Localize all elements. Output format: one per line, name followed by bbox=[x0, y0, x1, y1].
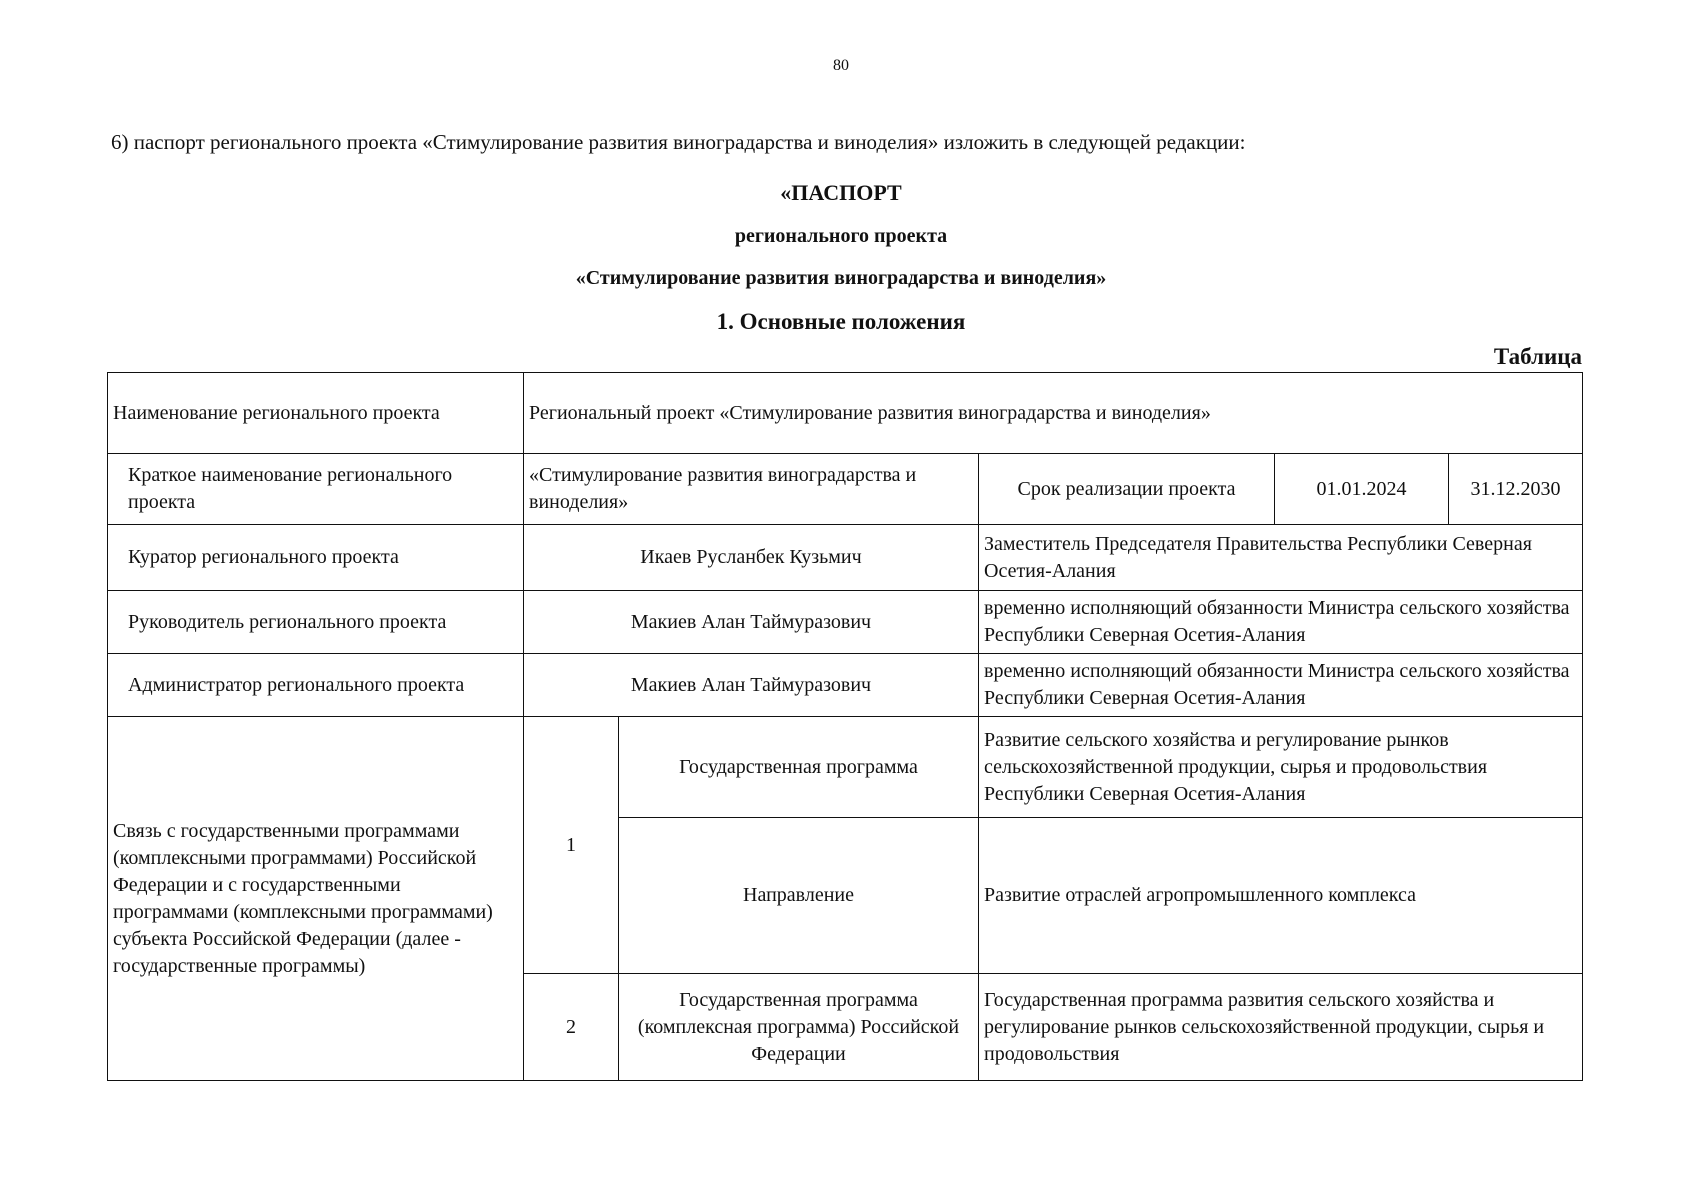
program-2-number: 2 bbox=[524, 974, 619, 1081]
table-row-program-1 bbox=[108, 717, 1583, 818]
admin-name: Макиев Алан Таймуразович bbox=[524, 654, 979, 717]
program-1-number: 1 bbox=[524, 717, 619, 974]
admin-label: Администратор регионального проекта bbox=[108, 654, 524, 717]
program-2-value: Государственная программа развития сельского хозяйства и регулирование рынков сельскохозяйственной продукции, сырья и продовольствия bbox=[979, 974, 1583, 1081]
section-heading: 1. Основные положения bbox=[716, 309, 966, 334]
head-label: Руководитель регионального проекта bbox=[108, 591, 524, 654]
start-date: 01.01.2024 bbox=[1275, 454, 1449, 525]
direction-1-label: Направление bbox=[619, 818, 979, 974]
period-label: Срок реализации проекта bbox=[979, 454, 1275, 525]
intro-paragraph: 6) паспорт регионального проекта «Стимулирование развития виноградарства и виноделия» изложить в следующей редакции: bbox=[111, 130, 1246, 154]
project-name-value: Региональный проект «Стимулирование развития виноградарства и виноделия» bbox=[524, 373, 1583, 454]
head-position: временно исполняющий обязанности Министра сельского хозяйства Республики Северная Осетия-Алания bbox=[979, 591, 1583, 654]
short-name-value: «Стимулирование развития виноградарства и виноделия» bbox=[524, 454, 979, 525]
program-1-value: Развитие сельского хозяйства и регулирование рынков сельскохозяйственной продукции, сырья и продовольствия Республики Северная Осетия-Алания bbox=[979, 717, 1583, 818]
program-1-label: Государственная программа bbox=[619, 717, 979, 818]
program-2-label: Государственная программа (комплексная программа) Российской Федерации bbox=[619, 974, 979, 1081]
curator-position: Заместитель Председателя Правительства Республики Северная Осетия-Алания bbox=[979, 525, 1583, 591]
page-number: 80 bbox=[833, 57, 849, 74]
table-row-curator bbox=[108, 525, 1583, 591]
table-row-name bbox=[108, 373, 1583, 454]
programs-link-label: Связь с государственными программами (комплексными программами) Российской Федерации и с государственными программами (комплексными программами) субъекта Российской Федерации (далее - государственные программы) bbox=[108, 717, 524, 1081]
table-label: Таблица bbox=[1493, 344, 1582, 369]
project-title-heading: «Стимулирование развития виноградарства и виноделия» bbox=[575, 267, 1107, 289]
admin-position: временно исполняющий обязанности Министра сельского хозяйства Республики Северная Осетия-Алания bbox=[979, 654, 1583, 717]
curator-label: Куратор регионального проекта bbox=[108, 525, 524, 591]
head-name: Макиев Алан Таймуразович bbox=[524, 591, 979, 654]
curator-name: Икаев Русланбек Кузьмич bbox=[524, 525, 979, 591]
project-name-label: Наименование регионального проекта bbox=[108, 373, 524, 454]
table-row-admin bbox=[108, 654, 1583, 717]
direction-1-value: Развитие отраслей агропромышленного комплекса bbox=[979, 818, 1583, 974]
passport-heading: «ПАСПОРТ bbox=[780, 180, 902, 205]
passport-table bbox=[107, 372, 1583, 1081]
table-row-short-name bbox=[108, 454, 1583, 525]
regional-project-heading: регионального проекта bbox=[734, 225, 948, 247]
short-name-label: Краткое наименование регионального проекта bbox=[108, 454, 524, 525]
end-date: 31.12.2030 bbox=[1449, 454, 1583, 525]
table-row-head bbox=[108, 591, 1583, 654]
